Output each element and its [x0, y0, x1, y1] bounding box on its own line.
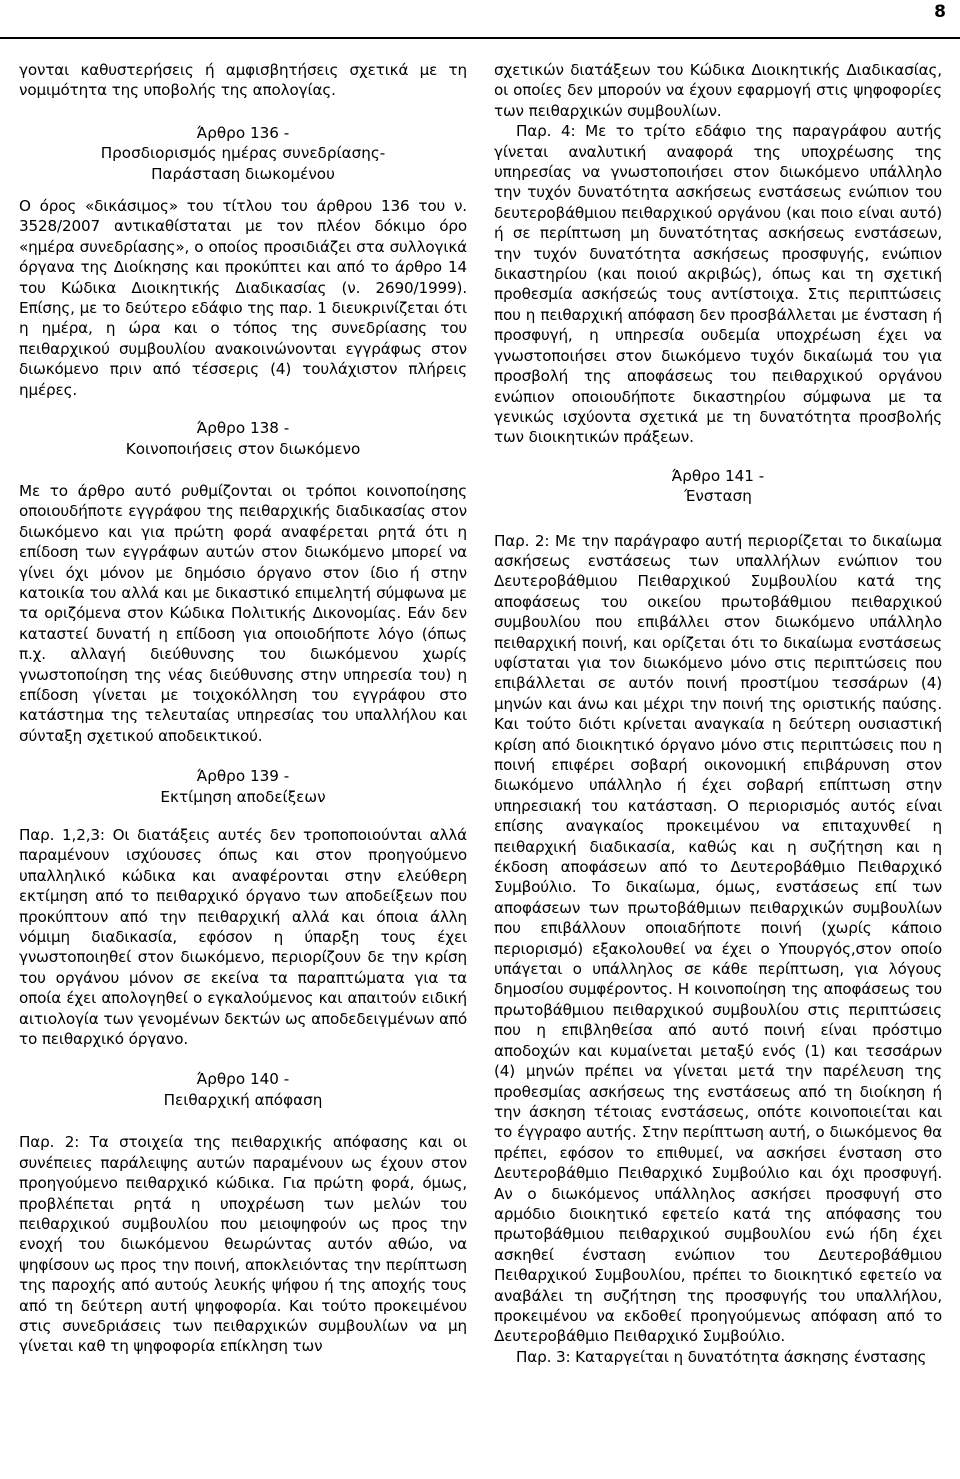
article-138-subtitle: Κοινοποιήσεις στον διωκόμενο	[125, 439, 361, 458]
article-141-subtitle: Ένσταση	[684, 487, 752, 506]
paragraph-continuation: γονται καθυστερήσεις ή αμφισβητήσεις σχετικά με τη νομιμότητα της υποβολής της απολογίας.	[19, 61, 467, 100]
article-139-heading: Άρθρο 139 -	[196, 767, 290, 786]
article-136-subtitle-line2: Παράσταση διωκομένου	[151, 164, 335, 183]
right-column	[494, 60, 942, 1367]
article-136-subtitle-line1: Προσδιορισμός ημέρας συνεδρίασης-	[100, 144, 386, 163]
page-number: 8	[934, 2, 946, 22]
left-column	[19, 60, 467, 1357]
article-138-body: Με το άρθρο αυτό ρυθμίζονται οι τρόποι κοινοποίησης οποιουδήποτε εγγράφου της πειθαρχικής διαδικασίας στον διωκόμενο και για πρώτη φορά αναφέρεται ρητά ότι η επίδοση των εγγράφων αυτών στον διωκόμενο μπορεί να γίνει όχι μόνον με δημόσιο όργανο στον ίδιο ή στην κατοικία του αλλά και με δικαστικό επιμελητή σύμφωνα με τα οριζόμενα στον Κώδικα Πολιτικής Δικονομίας. Εάν δεν καταστεί δυνατή η επίδοση για οποιοδήποτε λόγο (όπως π.χ. αλλαγή διεύθυνσης του διωκόμενου χωρίς γνωστοποίηση της νέας διεύθυνσης στην υπηρεσία του) η επίδοση γίνεται με τοιχοκόλληση του εγγράφου στο κατάστημα της τελευταίας υπηρεσίας του υπαλλήλου και σύνταξη σχετικού αποδεικτικού.	[19, 481, 467, 745]
header-rule	[0, 37, 960, 39]
article-140-subtitle: Πειθαρχική απόφαση	[163, 1090, 323, 1109]
article-140-body: Παρ. 2: Τα στοιχεία της πειθαρχικής απόφασης και οι συνέπειες παράλειψης αυτών παραμένουν ως έχουν στον προηγούμενο πειθαρχικό κώδικα. Για πρώτη φορά, όμως, προβλέπεται ρητά η υποχρέωση των μελών του πειθαρχικού συμβουλίου που μειοψηφούν ως προς την ενοχή του διωκόμενου θεωρώντας αυτόν αθώο, να ψηφίσουν ως προς την ποινή, αποκλειόντας την περίπτωση της παροχής από αυτούς λευκής ψήφου ή της αποχής τους από τη δεύτερη αυτή ψηφοφορία. Και τούτο προκειμένου στις συνεδριάσεις των πειθαρχικών συμβουλίων να μη γίνεται καθ τη ψηφοφορία επίκληση των	[19, 1133, 467, 1356]
article-136-heading: Άρθρο 136 -	[196, 123, 290, 142]
article-141-body: Παρ. 2: Με την παράγραφο αυτή περιορίζεται το δικαίωμα ασκήσεως ενστάσεως των υπαλλήλων ενώπιον του Δευτεροβάθμιου Πειθαρχικού Συμβουλίου κατά της αποφάσεως του οικείου πρωτοβάθμιου πειθαρχικού συμβουλίου που επιβάλλει στον διωκόμενο υπάλληλο πειθαρχική ποινή, και ορίζεται ότι το δικαίωμα ενστάσεως υφίσταται για τον διωκόμενο μόνο στις περιπτώσεις που επιβάλλεται σε αυτόν ποινή προστίμου τεσσάρων (4) μηνών και άνω και μέχρι την ποινή της οριστικής παύσης. Και τούτο διότι κρίνεται αναγκαία η δεύτερη ουσιαστική κρίση από διοικητικό όργανο μόνο στις περιπτώσεις που η ποινή επιφέρει σοβαρή οικονομική επιβάρυνση στον διωκόμενο υπάλληλο ή έχει σοβαρή επίπτωση στην υπηρεσιακή του κατάσταση. Ο περιορισμός αυτός είναι επίσης αναγκαίος προκειμένου να επιταχυνθεί η πειθαρχική διαδικασία, καθώς και η συζήτηση και η έκδοση αποφάσεων από το Δευτεροβάθμιο Πειθαρχικό Συμβούλιο. Το δικαίωμα, όμως, ενστάσεως επί των αποφάσεων των πρωτοβάθμιων πειθαρχικών συμβουλίων που επιβάλλουν οποιαδήποτε ποινή (χωρίς κάποιο περιορισμό) εξακολουθεί να έχει ο Υπουργός,στον οποίο υπάγεται ο υπάλληλος σε κάθε περίπτωση, για λόγους δημοσίου συμφέροντος. Η κοινοποίηση της αποφάσεως του πρωτοβάθμιου πειθαρχικού συμβουλίου στις περιπτώσεις που η επιβληθείσα από αυτό ποινή είναι πρόστιμο αποδοχών και κυμαίνεται μεταξύ ενός (1) και τεσσάρων (4) μηνών πρέπει να γίνεται μετά την παρέλευση της προθεσμίας ασκήσεως της ενστάσεως από τη διοίκηση ή την άσκηση τέτοιας ενστάσεως, οπότε κοινοποιείται και το έγγραφο αυτής. Στην περίπτωση αυτή, ο διωκόμενος θα πρέπει, εφόσον το επιθυμεί, να ασκήσει ένσταση στο Δευτεροβάθμιο Πειθαρχικό Συμβούλιο και όχι προσφυγή. Αν ο διωκόμενος υπάλληλος ασκήσει προσφυγή στο αρμόδιο διοικητικό εφετείο κατά της απόφασης του πρωτοβάθμιου πειθαρχικού συμβουλίου ενώ ήδη έχει ασκηθεί ένσταση ενώπιον του Δευτεροβάθμιου Πειθαρχικού Συμβουλίου, πρέπει το διοικητικό εφετείο να αναβάλει τη συζήτηση της προσφυγής του υπαλλήλου, προκειμένου να εκδοθεί προηγούμενως απόφαση από το Δευτεροβάθμιο Πειθαρχικό Συμβούλιο.	[494, 531, 942, 1346]
article-140-par4-body: Παρ. 4: Με το τρίτο εδάφιο της παραγράφου αυτής γίνεται αναλυτική αναφορά της υποχρέωσης της υπηρεσίας να γνωστοποιήσει στον διωκόμενο υπάλληλο την τυχόν δυνατότητα ασκήσεως ενστάσεως ενώπιον του δευτεροβάθμιου πειθαρχικού οργάνου (και ποιο είναι αυτό) ή σε περίπτωση μη δυνατότητας ασκήσεως ενστάσεων, την τυχόν δυνατότητα ασκήσεως προσφυγής, ενώπιον δικαστηρίου (και ποιού ακριβώς), όπως και τη σχετική προθεσμία ασκήσεώς τους αντίστοιχα. Στις περιπτώσεις που η πειθαρχική απόφαση δεν προσβάλλεται με ένσταση ή προσφυγή, η υπηρεσία ουδεμία υποχρέωση έχει να γνωστοποιήσει στον διωκόμενο τυχόν δικαίωμά του για προσβολή της αποφάσεως του πειθαρχικού οργάνου ενώπιον οποιουδήποτε δικαστηρίου σύμφωνα με τα γενικώς ισχύοντα σχετικά με τη δυνατότητα προσβολής των διοικητικών πράξεων.	[494, 122, 942, 447]
paragraph-continuation-right: σχετικών διατάξεων του Κώδικα Διοικητικής Διαδικασίας, οι οποίες δεν μπορούν να έχουν εφαρμογή στις ψηφοφορίες των πειθαρχικών συμβουλίων.	[494, 61, 942, 120]
article-141-par3-body: Παρ. 3: Καταργείται η δυνατότητα άσκησης ένστασης	[516, 1347, 927, 1366]
article-138-heading: Άρθρο 138 -	[196, 419, 290, 438]
article-140-heading: Άρθρο 140 -	[196, 1070, 290, 1089]
article-139-subtitle: Εκτίμηση αποδείξεων	[160, 787, 326, 806]
article-136-body: Ο όρος «δικάσιμος» του τίτλου του άρθρου 136 του ν. 3528/2007 αντικαθίσταται με τον πλέον δόκιμο όρο «ημέρα συνεδρίασης», ο οποίος προσιδιάζει στα συλλογικά όργανα της Διοίκησης και προκύπτει και από το άρθρο 14 του Κώδικα Διοικητικής Διαδικασίας (ν. 2690/1999). Επίσης, με το δεύτερο εδάφιο της παρ. 1 διευκρινίζεται ότι η ημέρα, η ώρα και ο τόπος της συνεδρίασης του πειθαρχικού συμβουλίου ανακοινώνονται εγγράφως στον διωκόμενο πριν από τέσσερις (4) τουλάχιστον πλήρεις ημέρες.	[19, 197, 467, 399]
article-141-heading: Άρθρο 141 -	[671, 466, 765, 485]
article-139-body: Παρ. 1,2,3: Οι διατάξεις αυτές δεν τροποποιούνται αλλά παραμένουν ισχύουσες όπως και στον προηγούμενο υπαλληλικό κώδικα και αναφέρονται στην ελεύθερη εκτίμηση από το πειθαρχικό όργανο των αποδείξεων που προκύπτουν από την πειθαρχική αλλά και όποια άλλη νόμιμη διαδικασία, εφόσον η ύπαρξη τους έχει γνωστοποιηθεί στον διωκόμενο, περιορίζουν δε την κρίση του οργάνου μόνον σε εκείνα τα παραπτώματα για τα οποία έχει απολογηθεί ο εγκαλούμενος και απαιτούν ειδική αιτιολογία των γενομένων δεκτών ως αποδεδειγμένων από το πειθαρχικό όργανο.	[19, 826, 467, 1049]
